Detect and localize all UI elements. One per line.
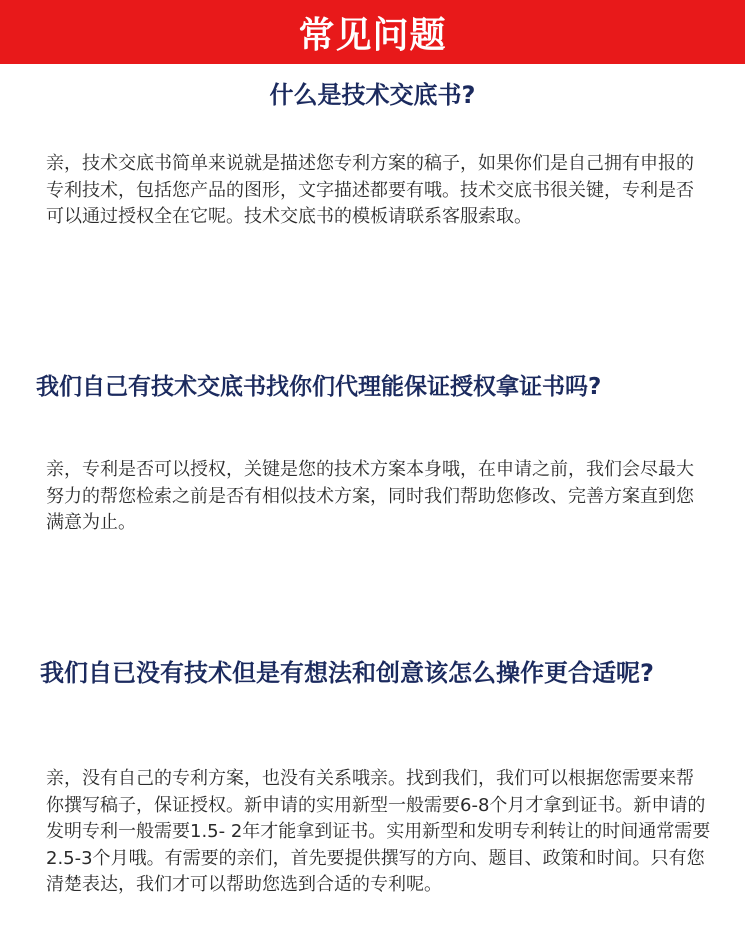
- faq-question-2: 我们自己有技术交底书找你们代理能保证授权拿证书吗?: [36, 374, 602, 400]
- faq-answer-1: 亲，技术交底书简单来说就是描述您专利方案的稿子，如果你们是自己拥有申报的专利技术，包括您产品的图形，文字描述都要有哦。技术交底书很关键，专利是否可以通过授权全在它呢。技术交底书的模板请联系客服索取。: [46, 153, 694, 227]
- faq-question-3: 我们自已没有技术但是有想法和创意该怎么操作更合适呢?: [40, 659, 654, 687]
- header-banner: [0, 0, 745, 64]
- faq-answer-2: 亲，专利是否可以授权，关键是您的技术方案本身哦，在申请之前，我们会尽最大努力的帮您检索之前是否有相似技术方案，同时我们帮助您修改、完善方案直到您满意为止。: [46, 459, 694, 533]
- faq-question-1: 什么是技术交底书?: [269, 81, 476, 109]
- page-title: 常见问题: [298, 14, 447, 56]
- faq-answer-3: 亲，没有自己的专利方案，也没有关系哦亲。找到我们，我们可以根据您需要来帮你撰写稿子，保证授权。新申请的实用新型一般需要6-8个月才拿到证书。新申请的发明专利一般需要1.5- 2年才能拿到证书。实用新型和发明专利转让的时间通常需要2.5-3个月哦。有需要的亲们，首先要提供撰写的方向、题目、政策和时间。只有您清楚表达，我们才可以帮助您选到合适的专利呢。: [46, 768, 711, 895]
